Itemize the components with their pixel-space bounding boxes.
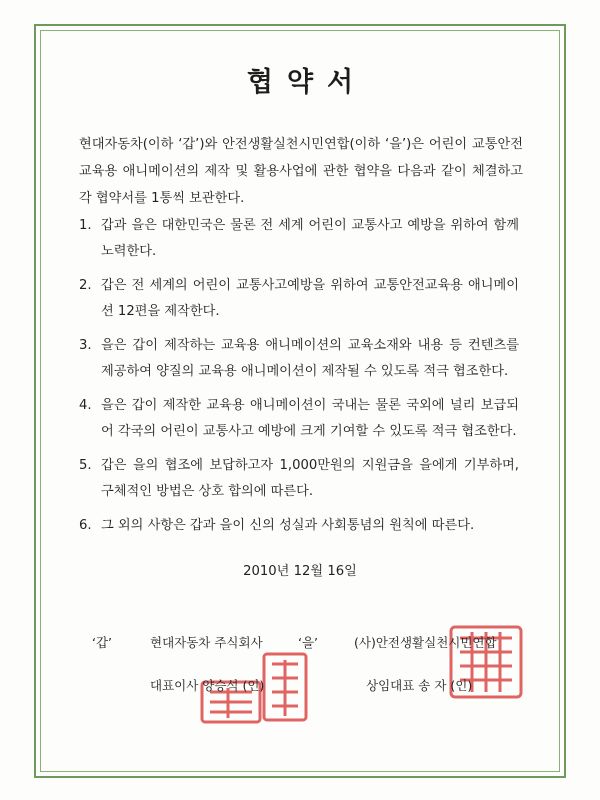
item-text: 을은 갑이 제작한 교육용 애니메이션이 국내는 물론 국외에 널리 보급되어 각국의 어린이 교통사고 예방에 크게 기여할 수 있도록 적극 협조한다. <box>101 398 519 439</box>
agreement-date: 2010년 12월 16일 <box>243 564 357 579</box>
party-b-representative: 상임대표 송 자 (인) <box>366 678 473 693</box>
agreement-items <box>79 213 519 547</box>
item-number: 2. <box>79 278 92 293</box>
list-item <box>79 333 519 385</box>
intro-paragraph: 현대자동차(이하 ‘갑’)와 안전생활실천시민연합(이하 ‘을’)은 어린이 교통안전 교육용 애니메이션의 제작 및 활용사업에 관한 협약을 다음과 같이 체결하고 각 협약서를 1통씩 보관한다. <box>79 137 523 206</box>
party-b-tag: ‘을’ <box>298 635 319 650</box>
item-number: 3. <box>79 338 92 353</box>
list-item <box>79 213 519 265</box>
item-number: 6. <box>79 518 92 533</box>
item-number: 4. <box>79 398 92 413</box>
party-b-organization: (사)안전생활실천시민연합 <box>354 635 497 650</box>
item-text: 을은 갑이 제작하는 교육용 애니메이션의 교육소재와 내용 등 컨텐츠를 제공하여 양질의 교육용 애니메이션이 제작될 수 있도록 적극 협조한다. <box>101 338 519 379</box>
party-a-tag: ‘갑’ <box>92 635 113 650</box>
list-item <box>79 273 519 325</box>
item-number: 5. <box>79 458 92 473</box>
party-a-representative: 대표이사 양승석 (인) <box>150 678 265 693</box>
item-text: 그 외의 사항은 갑과 을이 신의 성실과 사회통념의 원칙에 따른다. <box>101 518 475 533</box>
item-text: 갑과 을은 대한민국은 물론 전 세계 어린이 교통사고 예방을 위하여 함께 노력한다. <box>101 218 519 259</box>
item-number: 1. <box>79 218 92 233</box>
item-text: 갑은 전 세계의 어린이 교통사고예방을 위하여 교통안전교육용 애니메이션 12편을 제작한다. <box>101 278 519 319</box>
list-item <box>79 513 519 539</box>
list-item <box>79 453 519 505</box>
party-a-company: 현대자동차 주식회사 <box>150 635 263 650</box>
list-item <box>79 393 519 445</box>
document-title: 협약서 <box>246 67 368 98</box>
item-text: 갑은 을의 협조에 보답하고자 1,000만원의 지원금을 을에게 기부하며, 구체적인 방법은 상호 합의에 따른다. <box>101 458 519 499</box>
